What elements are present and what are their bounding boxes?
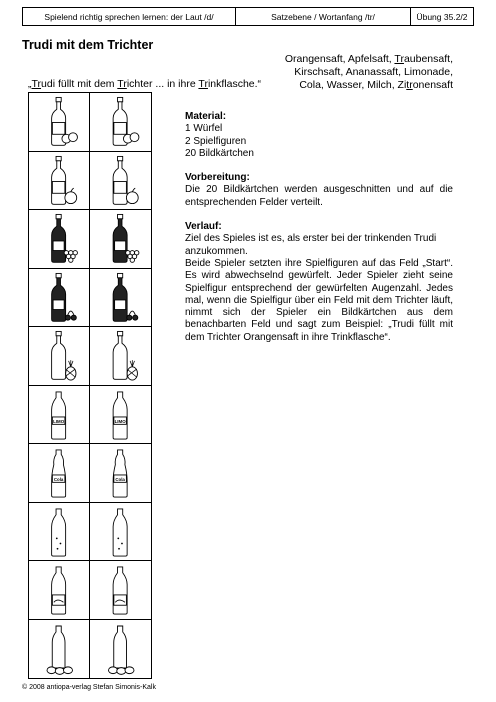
- wasser-bottle-icon: [29, 503, 89, 561]
- picture-card-kirschsaft: [29, 269, 90, 328]
- drinks-text: Orangensaft, Apfelsaft,: [284, 53, 395, 65]
- picture-card-wasser: [29, 503, 90, 562]
- kirschsaft-bottle-icon: [90, 269, 151, 327]
- cola-bottle-icon: [90, 444, 151, 502]
- picture-card-orangensaft: [90, 93, 151, 152]
- quote-underlined-sound: Tr: [31, 78, 42, 90]
- page-title: Trudi mit dem Trichter: [22, 38, 154, 52]
- picture-card-ananassaft: [29, 327, 90, 386]
- ananassaft-bottle-icon: [90, 327, 151, 385]
- picture-card-traubensaft: [29, 210, 90, 269]
- quote-underlined-sound: Tr: [198, 78, 208, 90]
- drinks-list: [253, 53, 453, 92]
- picture-card-apfelsaft: [90, 152, 151, 211]
- zitronensaft-bottle-icon: [29, 620, 89, 679]
- quote-text: udi füllt mit dem: [41, 78, 118, 90]
- procedure-text: Beide Spieler setzten ihre Spielfiguren auf das Feld „Start“. Es wird abwechselnd gewürfelt. Jeder Spieler zieht seine Spielfigur entsprechend der gewürfelten Augenzahl. Jedes mal, wenn die Spielfigur über ein Feld mit dem Trichter läuft, nimmt sich der Spieler ein Bildkärtchen aus dem benachbarten Feld und sagt zum Beispiel: „Trudi füllt mit dem Trichter Orangensaft in ihre Trinkflasche“.: [185, 257, 453, 343]
- picture-card-kirschsaft: [90, 269, 151, 328]
- orangensaft-bottle-icon: [29, 93, 89, 151]
- header-bar: [22, 7, 474, 26]
- traubensaft-bottle-icon: [90, 210, 151, 268]
- picture-card-traubensaft: [90, 210, 151, 269]
- picture-card-limonade: [90, 386, 151, 445]
- apfelsaft-bottle-icon: [29, 152, 89, 210]
- header-series: Spielend richtig sprechen lernen: der Laut /d/: [23, 8, 236, 25]
- procedure-goal: Ziel des Spieles ist es, als erster bei der trinkenden Trudi anzukommen.: [185, 233, 437, 257]
- example-sentence: [28, 78, 261, 90]
- procedure-heading: Verlauf:: [185, 221, 222, 233]
- kirschsaft-bottle-icon: [29, 269, 89, 327]
- svg-text:LIMO: LIMO: [114, 418, 126, 424]
- picture-card-milch: [29, 561, 90, 620]
- drinks-text: Cola, Wasser, Milch, Zi: [299, 79, 407, 91]
- svg-text:Cola: Cola: [115, 476, 125, 482]
- ananassaft-bottle-icon: [29, 327, 89, 385]
- picture-card-zitronensaft: [90, 620, 151, 679]
- picture-card-apfelsaft: [29, 152, 90, 211]
- drinks-text: onensaft: [412, 79, 453, 91]
- picture-card-ananassaft: [90, 327, 151, 386]
- copyright-footer: © 2008 antiopa-verlag Stefan Simonis-Kalk: [22, 684, 156, 691]
- material-item: 1 Würfel: [185, 123, 223, 135]
- quote-underlined-sound: Tr: [117, 78, 127, 90]
- picture-card-orangensaft: [29, 93, 90, 152]
- picture-card-milch: [90, 561, 151, 620]
- svg-text:LIMO: LIMO: [53, 418, 65, 424]
- drinks-underlined-sound: Tr: [394, 53, 404, 65]
- milch-bottle-icon: [29, 561, 89, 619]
- milch-bottle-icon: [90, 561, 151, 619]
- apfelsaft-bottle-icon: [90, 152, 151, 210]
- zitronensaft-bottle-icon: [90, 620, 151, 679]
- picture-card-wasser: [90, 503, 151, 562]
- quote-text: ichter ... in ihre: [126, 78, 199, 90]
- material-item: 2 Spielfiguren: [185, 135, 247, 147]
- picture-card-grid: [28, 92, 152, 679]
- picture-card-zitronensaft: [29, 620, 90, 679]
- picture-card-limonade: [29, 386, 90, 445]
- material-heading: Material:: [185, 111, 227, 122]
- cola-bottle-icon: [29, 444, 89, 502]
- drinks-text: aubensaft,: [403, 53, 453, 65]
- preparation-heading: Vorbereitung:: [185, 172, 250, 184]
- header-level: Satzebene / Wortanfang /tr/: [236, 8, 411, 25]
- header-exercise: Übung 35.2/2: [416, 11, 468, 22]
- quote-text: inkflasche.“: [207, 78, 262, 90]
- preparation-text: Die 20 Bildkärtchen werden ausgeschnitten und auf die entsprechenden Felder verteilt.: [185, 184, 453, 208]
- limonade-bottle-icon: [90, 386, 151, 444]
- picture-card-cola: [29, 444, 90, 503]
- drinks-text: Kirschsaft, Ananassaft, Limonade,: [294, 66, 453, 78]
- drinks-underlined-sound: tr: [406, 79, 413, 91]
- wasser-bottle-icon: [90, 503, 151, 561]
- svg-text:Cola: Cola: [53, 476, 64, 482]
- material-item: 20 Bildkärtchen: [185, 147, 254, 159]
- limonade-bottle-icon: [29, 386, 89, 444]
- quote-text: „: [28, 78, 32, 90]
- orangensaft-bottle-icon: [90, 93, 151, 151]
- traubensaft-bottle-icon: [29, 210, 89, 268]
- instructions: [185, 111, 453, 344]
- picture-card-cola: [90, 444, 151, 503]
